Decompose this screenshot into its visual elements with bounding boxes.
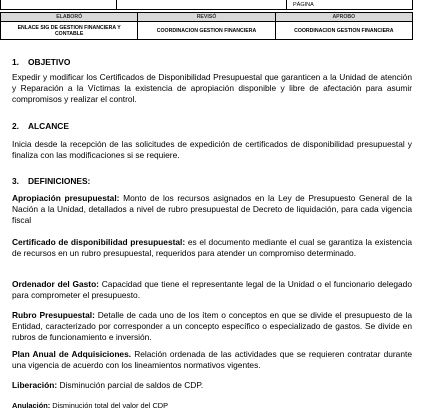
definition-text: Monto de los recursos asignados en la Ley de Presupuesto General de la Nación a la Unidad, detallados a nivel de rubro presupuestal de Decreto de liquidación, para cada vigencia fiscal	[12, 193, 412, 225]
header-top-row	[0, 0, 413, 10]
definition-term: Plan Anual de Adquisiciones.	[12, 349, 132, 359]
reviso-value: COORDINACION GESTION FINANCIERA	[138, 22, 275, 40]
definition-text: Relación ordenada de las actividades que se requieren contratar durante una vigencia de acuerdo con los lineamientos normativos vigentes.	[12, 349, 412, 370]
section-title: ALCANCE	[28, 121, 69, 131]
definition-term: Ordenador del Gasto:	[12, 279, 99, 289]
definition-term: Rubro Presupuestal:	[12, 310, 95, 320]
elaboro-header: ELABORÓ	[1, 13, 138, 22]
definition-text: Disminución total del valor del CDP	[50, 401, 169, 410]
definition-text: Disminución parcial de saldos de CDP.	[57, 380, 204, 390]
section-heading-objetivo	[12, 57, 70, 68]
section-title: DEFINICIONES:	[28, 176, 91, 186]
section-heading-alcance	[12, 121, 69, 132]
definition-term: Anulación:	[12, 401, 51, 410]
section-number: 3.	[12, 176, 19, 186]
definition-liberacion	[12, 380, 412, 391]
page-label: PÁGINA	[293, 2, 314, 8]
definition-text: Capacidad que tiene el representante legal de la Unidad o el funcionario delegado para comprometer el presupuesto.	[12, 279, 412, 300]
definition-text: es el documento mediante el cual se garantiza la existencia de recursos en un rubro presupuestal, requeridos para atender un compromiso determinado.	[12, 237, 412, 258]
definition-rubro	[12, 310, 412, 342]
elaboro-value: ENLACE SIG DE GESTION FINANCIERA Y CONTABLE	[1, 22, 138, 40]
definition-ordenador	[12, 279, 412, 301]
definition-text: Detalle de cada uno de los ítem o conceptos en que se divide el presupuesto de la Entidad, caracterizado por corresponder a un concepto específico o especializado de gastos. Se divide en rubros de funcionamiento e inversión.	[12, 310, 413, 342]
definition-plan-anual	[12, 349, 412, 371]
section-number: 1.	[12, 57, 19, 67]
aprobo-header: APROBO	[275, 13, 412, 22]
definition-apropiacion	[12, 193, 412, 225]
section-heading-definiciones	[12, 176, 90, 187]
section-title: OBJETIVO	[28, 57, 71, 67]
definition-term: Certificado de disponibilidad presupuestal:	[12, 237, 186, 247]
signature-header-row	[1, 13, 413, 22]
reviso-header: REVISÓ	[138, 13, 275, 22]
signature-value-row	[1, 22, 413, 40]
section-number: 2.	[12, 121, 19, 131]
signature-table	[0, 12, 413, 40]
objetivo-text: Expedir y modificar los Certificados de Disponibilidad Presupuestal que garanticen a la Unidad de atención y Reparación a la Víctimas la existencia de apropiación disponible y libre de afectación para asumir compromisos y realizar el control.	[12, 72, 412, 104]
header-cell	[116, 0, 287, 9]
definition-term: Apropiación presupuestal:	[12, 193, 120, 203]
definition-certificado	[12, 237, 412, 259]
header-cell	[1, 0, 117, 9]
definition-term: Liberación:	[12, 380, 58, 390]
definition-anulacion	[12, 401, 412, 412]
alcance-text: Inicia desde la recepción de las solicitudes de expedición de certificados de disponibilidad presupuestal y finaliza con las modificaciones si se requiere.	[12, 139, 412, 160]
aprobo-value: COORDINACION GESTION FINANCIERA	[275, 22, 412, 40]
